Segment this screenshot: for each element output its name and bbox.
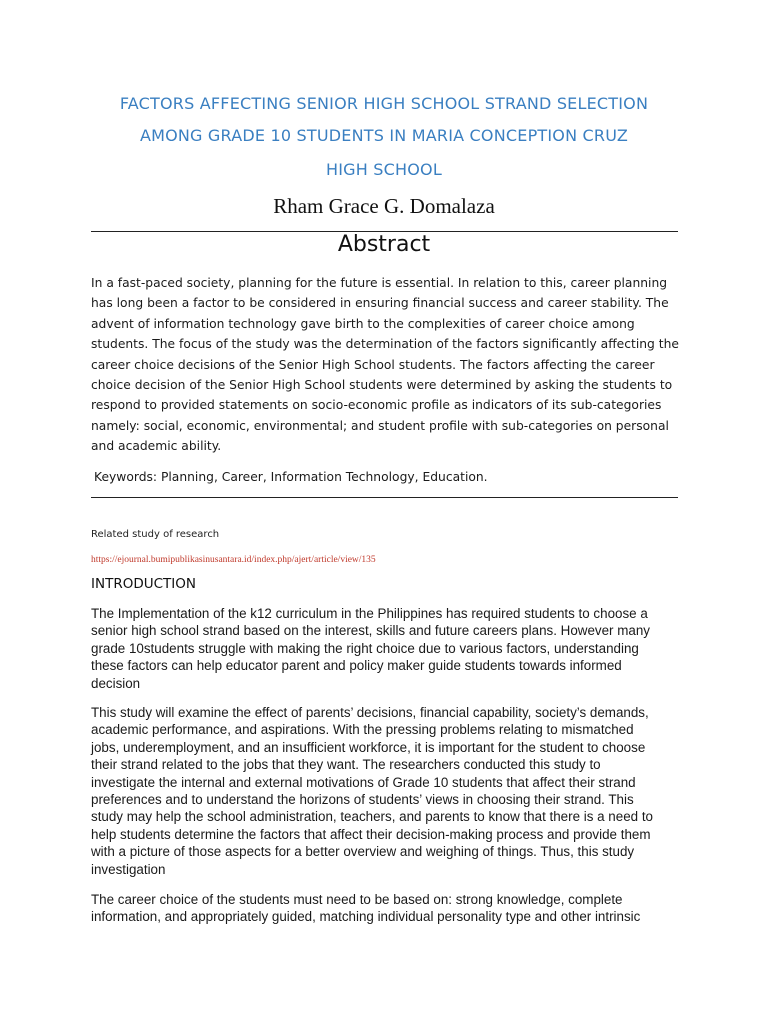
paragraph-line: academic performance, and aspirations. With the pressing problems relating to mismatched bbox=[91, 722, 634, 738]
paragraph-line: senior high school strand based on the interest, skills and future careers plans. However many bbox=[91, 623, 650, 639]
abstract-line: and academic ability. bbox=[91, 439, 222, 454]
paragraph-line: investigate the internal and external motivations of Grade 10 students that affect their strand bbox=[91, 774, 636, 790]
paragraph-line: their strand related to the jobs that they want. The researchers conducted this study to bbox=[91, 757, 601, 773]
intro-paragraph-3 bbox=[91, 891, 678, 926]
paragraph-line: grade 10students struggle with making the right choice due to various factors, understanding bbox=[91, 640, 639, 656]
abstract-line: career choice decisions of the Senior High School students. The factors affecting the career bbox=[91, 357, 655, 372]
keywords: Keywords: Planning, Career, Information Technology, Education. bbox=[94, 470, 488, 484]
abstract-line: advent of information technology gave birth to the complexities of career choice among bbox=[91, 316, 635, 331]
author-name: Rham Grace G. Domalaza bbox=[273, 194, 495, 218]
paragraph-line: with a picture of those aspects for a better overview and weighing of things. Thus, this study bbox=[91, 844, 635, 860]
bottom-divider bbox=[91, 497, 678, 498]
related-study-link[interactable]: https://ejournal.bumipublikasinusantara.id/index.php/ajert/article/view/135 bbox=[91, 555, 376, 565]
paragraph-line: study may help the school administration, teachers, and parents to know that there is a need to bbox=[91, 809, 653, 825]
related-study-label: Related study of research bbox=[91, 529, 220, 540]
abstract-line: has long been a factor to be considered in ensuring financial success and career stability. The bbox=[91, 296, 669, 311]
paragraph-line: these factors can help educator parent and policy maker guide students towards informed bbox=[91, 658, 622, 674]
title-line-2: AMONG GRADE 10 STUDENTS IN MARIA CONCEPTION CRUZ bbox=[139, 126, 629, 145]
abstract-line: students. The focus of the study was the determination of the factors significantly affecting the bbox=[91, 337, 679, 352]
abstract-line: In a fast-paced society, planning for the future is essential. In relation to this, career planning bbox=[91, 276, 668, 290]
abstract-body bbox=[91, 273, 678, 457]
title-line-1: FACTORS AFFECTING SENIOR HIGH SCHOOL STRAND SELECTION bbox=[119, 94, 649, 113]
introduction-heading: INTRODUCTION bbox=[91, 576, 196, 592]
intro-paragraph-1 bbox=[91, 605, 678, 692]
paragraph-line: help students determine the factors that affect their decision-making process and provide them bbox=[91, 826, 651, 842]
title-line-3: HIGH SCHOOL bbox=[326, 160, 442, 179]
paragraph-line: This study will examine the effect of parents’ decisions, financial capability, society’s demands, bbox=[91, 705, 649, 720]
paragraph-line: investigation bbox=[91, 861, 166, 877]
intro-paragraph-2 bbox=[91, 704, 678, 878]
paragraph-line: preferences and to understand the horizons of students’ views in choosing their strand. This bbox=[91, 792, 634, 808]
paragraph-line: jobs, underemployment, and an insufficient workforce, it is important for the student to choose bbox=[91, 739, 646, 755]
paragraph-line: The career choice of the students must need to be based on: strong knowledge, complete bbox=[91, 892, 623, 907]
paragraph-line: decision bbox=[91, 675, 141, 691]
abstract-heading: Abstract bbox=[337, 232, 431, 257]
paragraph-line: The Implementation of the k12 curriculum in the Philippines has required students to choose a bbox=[91, 606, 648, 621]
abstract-line: choice decision of the Senior High School students were determined by asking the students to bbox=[91, 378, 673, 393]
abstract-line: namely: social, economic, environmental; and student profile with sub-categories on personal bbox=[91, 418, 669, 433]
abstract-line: respond to provided statements on socio-economic profile as indicators of its sub-categories bbox=[91, 398, 662, 413]
paragraph-line: information, and appropriately guided, matching individual personality type and other intrinsic bbox=[91, 909, 641, 925]
